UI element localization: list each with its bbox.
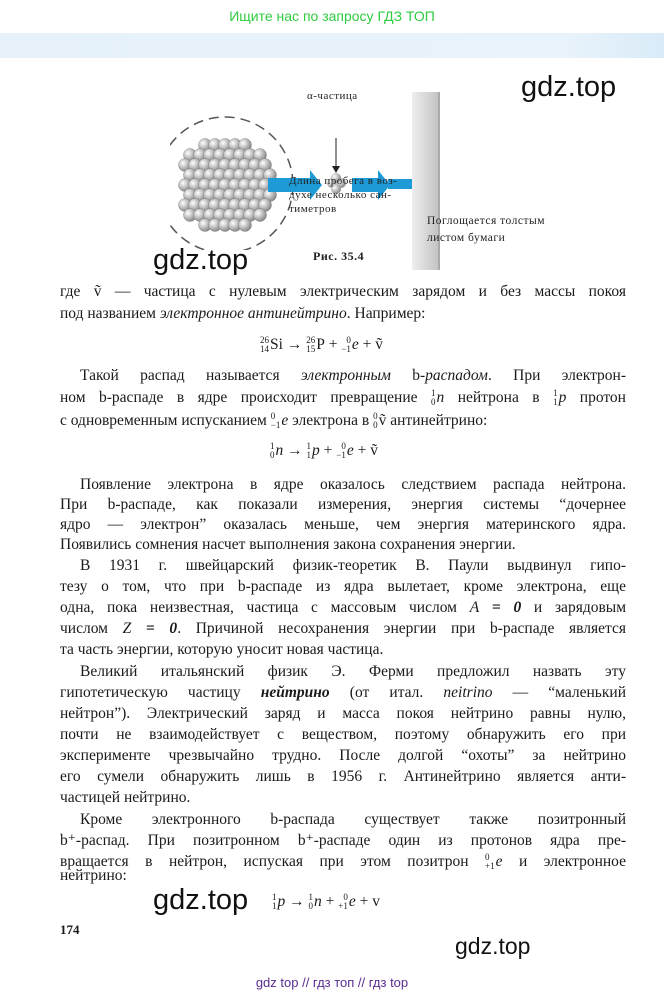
mass-number: 0	[341, 441, 346, 452]
particle-symbol: Si	[270, 336, 283, 354]
particle-symbol: e	[348, 893, 356, 911]
text-run: ном b-распаде в ядре происходит превращение	[60, 389, 431, 406]
text-run: числом	[60, 620, 123, 637]
text-run: Великий итальянский физик Э. Ферми предложил назвать эту	[80, 663, 626, 680]
nuclide-symbol	[272, 892, 285, 912]
particle-symbol: n	[314, 893, 322, 911]
text-run: одна, пока неизвестная, частица с массовым числом	[60, 599, 470, 616]
text-line	[60, 556, 626, 576]
charge-number: 0	[373, 420, 378, 431]
nuclide-symbol	[341, 335, 358, 355]
text-run: Кроме электронного b-распада существует также позитронный	[80, 811, 626, 828]
particle-symbol: ṽ	[378, 412, 387, 430]
text-line	[60, 304, 626, 324]
charge-number: 14	[260, 344, 269, 355]
text-run: тезу о том, что при b-распаде из ядра вылетает, кроме электрона, еще	[60, 578, 626, 595]
text-run: нейтрона в	[444, 389, 554, 406]
mass-number: 0	[270, 411, 276, 422]
text-line	[60, 831, 626, 851]
charge-number: 0	[308, 901, 313, 912]
charge-number: +1	[338, 901, 348, 912]
text-run: электрона в	[288, 412, 374, 429]
text-run: где	[60, 283, 94, 300]
absorb-caption	[427, 213, 545, 247]
text-line	[60, 598, 626, 618]
particle-symbol: p	[277, 893, 286, 911]
mass-number: 1	[308, 892, 313, 903]
mass-number: 26	[260, 335, 269, 346]
text-run: та часть энергии, которую уносит новая частица.	[60, 641, 384, 658]
text-run: электронное антинейтрино	[159, 305, 347, 322]
mass-number: 1	[553, 388, 558, 399]
text-run: нейтрон”). Электрический заряд и масса покоя нейтрино равны нулю,	[60, 705, 626, 722]
text-run: Появление электрона в ядре оказалось следствием распада нейтрона.	[80, 476, 626, 493]
nuclide-symbol	[553, 388, 566, 408]
header-band	[0, 33, 664, 58]
text-line	[60, 577, 626, 597]
text-run: почти не взаимодействует с веществом, поэтому обнаружить его при	[60, 726, 626, 743]
mass-number: 1	[270, 441, 275, 452]
particle-symbol: p	[312, 442, 320, 460]
text-line	[60, 495, 626, 515]
text-line	[60, 388, 626, 408]
mass-number: 0	[346, 335, 351, 346]
text-run: его сумели обнаружить лишь в 1956 г. Антинейтрино является анти-	[60, 768, 626, 785]
text-run: В 1931 г. швейцарский физик-теоретик В. Паули выдвинул гипо-	[80, 557, 626, 574]
mass-number: 1	[272, 892, 277, 903]
charge-number: −1	[336, 450, 346, 461]
text-run: (от итал.	[329, 684, 444, 701]
text-run: ṽ	[93, 283, 102, 300]
charge-number: −1	[270, 420, 281, 431]
particle-symbol: e	[495, 853, 503, 871]
text-run: +	[321, 893, 339, 910]
mass-number: 1	[431, 388, 436, 399]
equation	[272, 892, 380, 912]
nucleus-icon	[179, 139, 277, 232]
mass-number: 0	[343, 892, 348, 903]
nuclide-symbol	[336, 441, 353, 461]
text-run: под названием	[60, 305, 160, 322]
text-run: b⁺-распад. При позитронном b⁺-распаде один из протонов ядра пре-	[60, 832, 626, 849]
text-run: частицей нейтрино.	[60, 789, 191, 806]
text-line	[60, 704, 626, 724]
charge-number: 1	[272, 901, 277, 912]
mass-number: 26	[306, 335, 316, 346]
text-run: гипотетическую частицу	[60, 684, 261, 701]
text-line	[60, 640, 626, 660]
particle-symbol: n	[436, 389, 445, 407]
caption-line: Поглощается толстым	[427, 215, 546, 227]
text-run: -распадом	[420, 367, 488, 384]
text-line	[60, 515, 626, 535]
particle-symbol: n	[275, 442, 284, 460]
text-run: →	[283, 442, 307, 459]
text-run: При b-распаде, как показали измерения, энергия системы “дочернее	[60, 496, 626, 513]
text-run: — частица с нулевым электрическим зарядом и без массы покоя	[101, 283, 626, 300]
text-run: — “маленький	[492, 684, 626, 701]
watermark: gdz.top	[153, 244, 249, 276]
caption-line: тиметров	[289, 203, 337, 215]
charge-number: 0	[431, 397, 436, 408]
charge-number: 1	[553, 397, 558, 408]
caption-line: листом бумаги	[427, 232, 506, 244]
mass-number: 0	[373, 411, 378, 422]
particle-symbol: P	[316, 336, 325, 354]
text-run: = 0	[479, 599, 522, 616]
text-run: нейтрино:	[60, 867, 127, 884]
text-line	[60, 746, 626, 766]
alpha-label: α-частица	[307, 90, 358, 102]
text-run: электронным	[300, 367, 391, 384]
text-run: +	[324, 336, 342, 353]
equation	[270, 441, 378, 461]
text-run: Появились сомнения насчет выполнения закона сохранения энергии.	[60, 536, 516, 553]
text-run: . При электрон-	[487, 367, 626, 384]
text-run: антинейтрино:	[386, 412, 488, 429]
text-run: + ṽ	[358, 336, 384, 353]
nuclide-symbol	[306, 335, 325, 355]
text-run: и электронное	[502, 853, 626, 870]
particle-symbol: e	[281, 412, 289, 430]
charge-number: 15	[306, 344, 316, 355]
text-line	[60, 366, 626, 386]
text-line	[60, 866, 626, 886]
text-run: эксперименте чрезвычайно трудно. После долгой “охоты” за нейтрино	[60, 747, 626, 764]
nuclide-symbol	[373, 411, 386, 431]
text-line	[60, 619, 626, 639]
nuclide-symbol	[270, 441, 283, 461]
text-run: . Причиной несохранения энергии при b-распаде является	[177, 620, 626, 637]
text-line	[60, 683, 626, 703]
watermark: gdz.top	[521, 71, 617, 103]
text-run: + v	[355, 893, 380, 910]
text-line	[60, 282, 626, 302]
figure-title: Рис. 35.4	[313, 249, 365, 263]
watermark: gdz.top	[455, 933, 531, 959]
text-line	[60, 535, 626, 555]
mass-number: 1	[306, 441, 311, 452]
nuclide-symbol	[307, 441, 320, 461]
text-run: протон	[566, 389, 626, 406]
text-run: = 0	[131, 620, 178, 637]
text-run: вращается в нейтрон, испуская при этом позитрон	[60, 853, 486, 870]
text-run: с одновременным испусканием	[60, 412, 271, 429]
range-caption	[289, 174, 397, 216]
text-run: и зарядовым	[521, 599, 626, 616]
mass-number: 0	[485, 852, 490, 863]
text-run: →	[282, 336, 307, 353]
text-run: нейтрино	[260, 684, 330, 701]
text-run: Такой распад называется	[80, 367, 301, 384]
text-line	[60, 725, 626, 745]
text-run: + ṽ	[353, 442, 378, 459]
text-run: ядро — электрон” оказалась меньше, чем энергия материнского ядра.	[60, 516, 626, 533]
charge-number: −1	[341, 344, 351, 355]
nuclide-symbol	[260, 335, 283, 355]
equation	[260, 335, 383, 355]
nuclide-symbol	[271, 411, 288, 431]
nuclide-symbol	[431, 388, 444, 408]
particle-symbol: e	[346, 442, 354, 460]
nuclide-symbol	[338, 892, 355, 912]
text-line	[60, 788, 626, 808]
text-run: Z	[122, 620, 132, 637]
text-run: A	[469, 599, 480, 616]
text-run: b	[390, 367, 421, 384]
charge-number: +1	[485, 861, 495, 872]
text-line	[60, 662, 626, 682]
page-number: 174	[60, 922, 80, 937]
nuclide-symbol	[309, 892, 322, 912]
caption-line: Длина пробега в воз-	[289, 175, 398, 187]
caption-line: духе несколько сан-	[289, 189, 392, 201]
particle-symbol: e	[351, 336, 359, 354]
search-banner: Ищите нас по запросу ГДЗ ТОП	[229, 8, 435, 24]
text-run: →	[285, 893, 309, 910]
text-run: neitrino	[443, 684, 493, 701]
text-line	[60, 475, 626, 495]
text-line	[60, 810, 626, 830]
footer-links[interactable]: gdz top // гдз топ // гдз top	[255, 975, 409, 990]
text-run: . Например:	[346, 305, 426, 322]
watermark: gdz.top	[153, 884, 249, 916]
particle-symbol: p	[558, 389, 567, 407]
text-line	[60, 411, 626, 431]
text-line	[60, 767, 626, 787]
charge-number: 0	[270, 450, 275, 461]
text-run: +	[319, 442, 337, 459]
charge-number: 1	[306, 450, 311, 461]
